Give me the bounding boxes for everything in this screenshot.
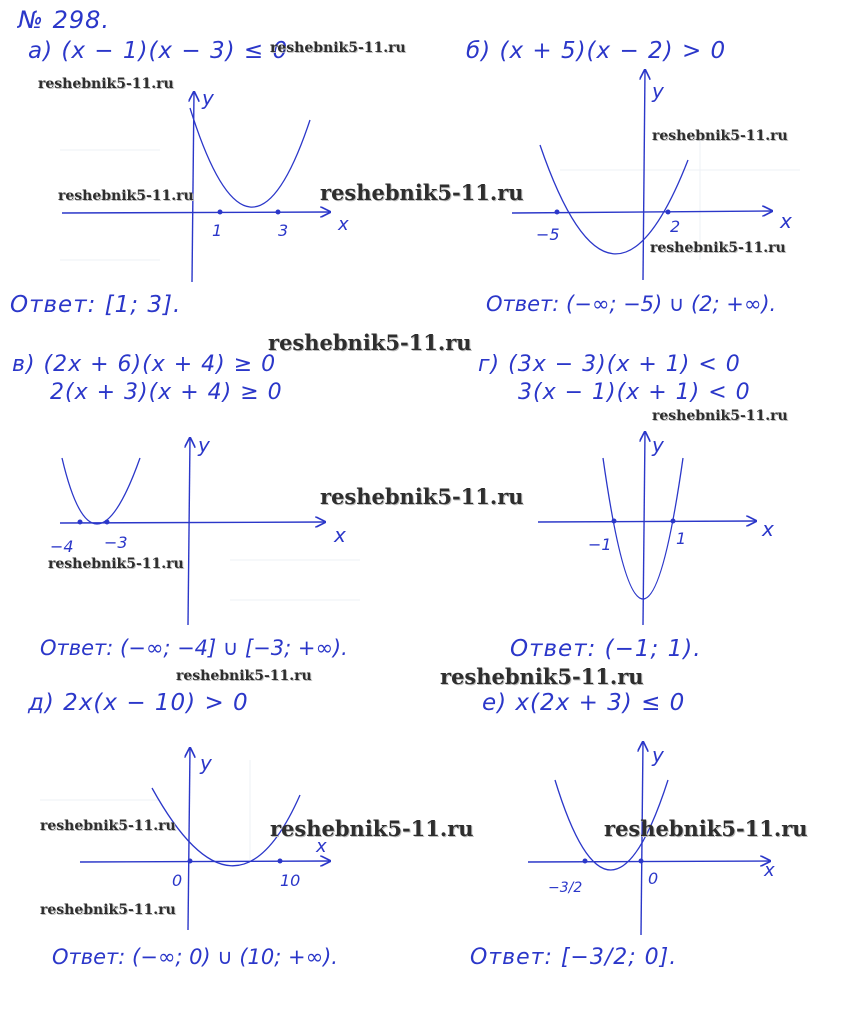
y-axis-label: y xyxy=(652,743,664,767)
root-label: 10 xyxy=(280,871,301,890)
root-point xyxy=(639,859,644,864)
root-label: −3/2 xyxy=(548,880,583,896)
x-axis-label: x xyxy=(764,860,775,881)
graph-a xyxy=(62,86,349,282)
answer-e: Ответ: [−3/2; 0]. xyxy=(470,945,678,970)
parabola xyxy=(62,458,140,524)
watermark: reshebnik5-11.ru xyxy=(48,556,184,572)
x-axis-label: x xyxy=(762,517,774,541)
watermark: reshebnik5-11.ru xyxy=(270,816,474,841)
graph-g xyxy=(538,432,774,625)
equation-a: а) (x − 1)(x − 3) ≤ 0 xyxy=(28,38,289,64)
root-label: −5 xyxy=(536,225,560,244)
watermark: reshebnik5-11.ru xyxy=(40,818,176,834)
watermark: reshebnik5-11.ru xyxy=(652,128,788,144)
watermark: reshebnik5-11.ru xyxy=(440,664,644,689)
x-axis xyxy=(60,522,325,523)
root-point xyxy=(666,210,671,215)
answer-d: Ответ: (−∞; 0) ∪ (10; +∞). xyxy=(52,945,338,969)
root-label: 0 xyxy=(648,869,659,888)
root-point xyxy=(583,859,588,864)
y-axis-label: y xyxy=(652,79,664,103)
equation-g-2: 3(x − 1)(x + 1) < 0 xyxy=(518,380,751,405)
root-point xyxy=(276,210,281,215)
root-label: 1 xyxy=(212,221,223,240)
equation-e: е) x(2x + 3) ≤ 0 xyxy=(482,690,686,716)
x-axis-label: x xyxy=(780,209,792,233)
parabola xyxy=(190,108,310,207)
root-label: 0 xyxy=(172,871,183,890)
watermark: reshebnik5-11.ru xyxy=(650,240,786,256)
y-axis-label: y xyxy=(200,751,212,775)
watermark: reshebnik5-11.ru xyxy=(268,330,472,355)
watermark: reshebnik5-11.ru xyxy=(270,40,406,56)
x-axis xyxy=(62,212,330,213)
root-point xyxy=(78,520,83,525)
root-label: −4 xyxy=(50,537,74,556)
root-label: 1 xyxy=(676,529,687,548)
root-point xyxy=(555,210,560,215)
y-axis-label: y xyxy=(202,86,214,110)
root-point xyxy=(188,859,193,864)
watermark: reshebnik5-11.ru xyxy=(38,76,174,92)
equation-g: г) (3x − 3)(x + 1) < 0 xyxy=(478,352,741,377)
equation-v: в) (2x + 6)(x + 4) ≥ 0 xyxy=(12,352,277,377)
x-axis xyxy=(512,211,772,213)
y-axis-label: y xyxy=(198,433,210,457)
problem-number: № 298. xyxy=(18,6,111,34)
y-axis xyxy=(643,70,645,280)
watermark: reshebnik5-11.ru xyxy=(320,180,524,205)
y-axis-label: y xyxy=(652,433,664,457)
root-label: 3 xyxy=(278,221,289,240)
x-axis-label: x xyxy=(338,214,349,235)
root-label: −1 xyxy=(588,535,612,554)
x-axis xyxy=(538,521,756,522)
root-label: −3 xyxy=(104,533,128,552)
root-point xyxy=(671,519,676,524)
root-label: 2 xyxy=(670,217,681,236)
parabola xyxy=(540,145,688,254)
y-axis xyxy=(188,748,190,930)
watermark: reshebnik5-11.ru xyxy=(320,484,524,509)
root-point xyxy=(612,519,617,524)
root-point xyxy=(278,859,283,864)
answer-b: Ответ: (−∞; −5) ∪ (2; +∞). xyxy=(486,292,777,316)
x-axis xyxy=(80,861,330,862)
root-point xyxy=(218,210,223,215)
answer-v: Ответ: (−∞; −4] ∪ [−3; +∞). xyxy=(40,636,348,660)
equation-b: б) (x + 5)(x − 2) > 0 xyxy=(466,38,727,64)
root-point xyxy=(105,520,110,525)
watermark: reshebnik5-11.ru xyxy=(40,902,176,918)
watermark: reshebnik5-11.ru xyxy=(604,816,808,841)
watermark: reshebnik5-11.ru xyxy=(176,668,312,684)
equation-v-2: 2(x + 3)(x + 4) ≥ 0 xyxy=(50,380,283,405)
graph-v xyxy=(50,433,346,625)
answer-g: Ответ: (−1; 1). xyxy=(510,636,702,662)
y-axis xyxy=(188,438,190,625)
x-axis-label: x xyxy=(316,836,327,857)
answer-a: Ответ: [1; 3]. xyxy=(10,292,182,318)
x-axis-label: x xyxy=(334,523,346,547)
watermark: reshebnik5-11.ru xyxy=(58,188,194,204)
y-axis xyxy=(643,432,645,625)
equation-d: д) 2x(x − 10) > 0 xyxy=(28,690,249,716)
x-axis xyxy=(528,861,770,862)
watermark: reshebnik5-11.ru xyxy=(652,408,788,424)
